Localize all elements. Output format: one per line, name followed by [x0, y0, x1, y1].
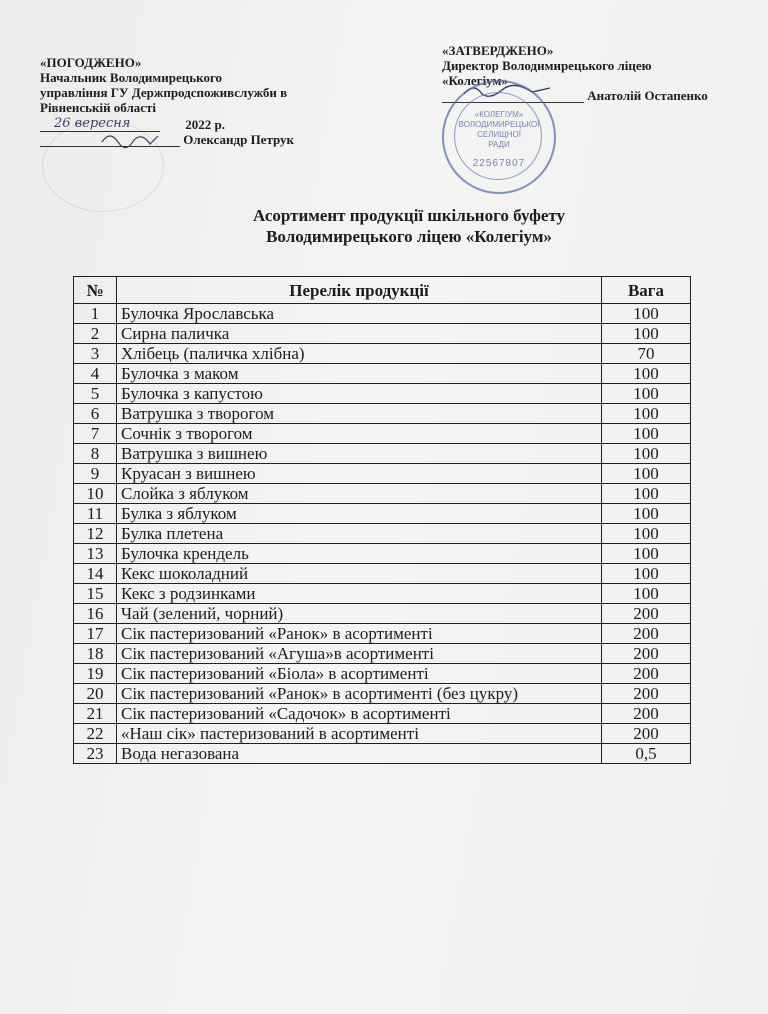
- row-number: 2: [74, 324, 117, 344]
- approval-title: «ЗАТВЕРДЖЕНО»: [442, 43, 554, 58]
- product-name: «Наш сік» пастеризований в асортименті: [117, 724, 602, 744]
- handwritten-date: 26 вересня: [54, 116, 131, 131]
- table-row: [74, 484, 691, 504]
- product-name: Сік пастеризований «Ранок» в асортименті (без цукру): [117, 684, 602, 704]
- table-row: [74, 704, 691, 724]
- product-name: Булка плетена: [117, 524, 602, 544]
- row-number: 1: [74, 304, 117, 324]
- product-weight: 100: [602, 444, 691, 464]
- document-title-line: Володимирецького ліцею «Колегіум»: [266, 227, 552, 246]
- table-header-row: [74, 277, 691, 304]
- product-weight: 100: [602, 404, 691, 424]
- row-number: 19: [74, 664, 117, 684]
- row-number: 14: [74, 564, 117, 584]
- table-row: [74, 724, 691, 744]
- row-number: 18: [74, 644, 117, 664]
- stamp-text-line: «КОЛЕГІУМ»: [474, 110, 524, 119]
- stamp-text-line: ВОЛОДИМИРЕЦЬКОЇ: [458, 120, 540, 129]
- table-row: [74, 404, 691, 424]
- column-header-weight: Вага: [602, 277, 691, 304]
- table-row: [74, 344, 691, 364]
- approval-position-line: управління ГУ Держпродспоживслужби в: [40, 85, 288, 100]
- row-number: 17: [74, 624, 117, 644]
- row-number: 16: [74, 604, 117, 624]
- product-name: Чай (зелений, чорний): [117, 604, 602, 624]
- product-weight: 100: [602, 424, 691, 444]
- row-number: 13: [74, 544, 117, 564]
- approval-signer-name: Олександр Петрук: [183, 132, 295, 147]
- stamp-text-line: РАДИ: [488, 140, 510, 149]
- product-weight: 200: [602, 644, 691, 664]
- table-row: [74, 564, 691, 584]
- row-number: 5: [74, 384, 117, 404]
- product-name: Булочка з маком: [117, 364, 602, 384]
- product-weight: 70: [602, 344, 691, 364]
- product-weight: 200: [602, 684, 691, 704]
- product-weight: 200: [602, 664, 691, 684]
- product-name: Сік пастеризований «Агуша»в асортименті: [117, 644, 602, 664]
- approval-date-line: [40, 115, 360, 132]
- product-weight: 0,5: [602, 744, 691, 764]
- approval-title: «ПОГОДЖЕНО»: [40, 55, 142, 70]
- product-table: [73, 276, 691, 764]
- product-name: Булочка з капустою: [117, 384, 602, 404]
- table-row: [74, 744, 691, 764]
- row-number: 20: [74, 684, 117, 704]
- row-number: 23: [74, 744, 117, 764]
- row-number: 6: [74, 404, 117, 424]
- product-name: Кекс з родзинками: [117, 584, 602, 604]
- row-number: 8: [74, 444, 117, 464]
- approval-block-agreed: [40, 55, 360, 147]
- table-row: [74, 604, 691, 624]
- product-name: Сочнік з творогом: [117, 424, 602, 444]
- product-weight: 200: [602, 604, 691, 624]
- table-row: [74, 304, 691, 324]
- table-row: [74, 644, 691, 664]
- approval-position-line: Рівненській області: [40, 100, 157, 115]
- product-name: Вода негазована: [117, 744, 602, 764]
- product-name: Хлібець (паличка хлібна): [117, 344, 602, 364]
- row-number: 3: [74, 344, 117, 364]
- column-header-number: №: [74, 277, 117, 304]
- approval-position-line: Начальник Володимирецького: [40, 70, 223, 85]
- column-header-product: Перелік продукції: [117, 277, 602, 304]
- document-title: [0, 205, 768, 247]
- product-weight: 200: [602, 624, 691, 644]
- document-title-line: Асортимент продукції шкільного буфету: [252, 206, 566, 225]
- product-name: Кекс шоколадний: [117, 564, 602, 584]
- product-weight: 100: [602, 384, 691, 404]
- table-row: [74, 584, 691, 604]
- product-weight: 100: [602, 484, 691, 504]
- product-weight: 100: [602, 584, 691, 604]
- table-row: [74, 624, 691, 644]
- product-weight: 100: [602, 304, 691, 324]
- product-name: Ватрушка з вишнею: [117, 444, 602, 464]
- stamp-text: [444, 110, 554, 150]
- signature-line: [40, 132, 180, 147]
- table-row: [74, 424, 691, 444]
- table-row: [74, 364, 691, 384]
- product-name: Сік пастеризований «Біола» в асортименті: [117, 664, 602, 684]
- product-weight: 100: [602, 464, 691, 484]
- product-name: Сирна паличка: [117, 324, 602, 344]
- row-number: 9: [74, 464, 117, 484]
- product-weight: 100: [602, 564, 691, 584]
- official-stamp: [442, 80, 556, 194]
- product-weight: 200: [602, 704, 691, 724]
- product-name: Ватрушка з творогом: [117, 404, 602, 424]
- product-weight: 100: [602, 524, 691, 544]
- product-name: Булочка крендель: [117, 544, 602, 564]
- product-name: Слойка з яблуком: [117, 484, 602, 504]
- product-weight: 100: [602, 364, 691, 384]
- row-number: 4: [74, 364, 117, 384]
- product-weight: 100: [602, 324, 691, 344]
- table-row: [74, 544, 691, 564]
- product-name: Сік пастеризований «Садочок» в асортименті: [117, 704, 602, 724]
- product-weight: 200: [602, 724, 691, 744]
- row-number: 22: [74, 724, 117, 744]
- product-name: Круасан з вишнею: [117, 464, 602, 484]
- product-weight: 100: [602, 504, 691, 524]
- row-number: 10: [74, 484, 117, 504]
- approval-position-line: Директор Володимирецького ліцею: [442, 58, 652, 73]
- table-row: [74, 324, 691, 344]
- row-number: 12: [74, 524, 117, 544]
- product-weight: 100: [602, 544, 691, 564]
- row-number: 15: [74, 584, 117, 604]
- approval-signer-line: [40, 132, 360, 147]
- table-row: [74, 684, 691, 704]
- table-row: [74, 464, 691, 484]
- product-name: Булочка Ярославська: [117, 304, 602, 324]
- table-row: [74, 504, 691, 524]
- product-name: Сік пастеризований «Ранок» в асортименті: [117, 624, 602, 644]
- signature-scribble: [100, 128, 160, 150]
- table-row: [74, 384, 691, 404]
- row-number: 21: [74, 704, 117, 724]
- approval-signer-name: Анатолій Остапенко: [587, 88, 708, 103]
- table-row: [74, 524, 691, 544]
- date-year: 2022 р.: [185, 117, 225, 132]
- table-row: [74, 444, 691, 464]
- row-number: 11: [74, 504, 117, 524]
- row-number: 7: [74, 424, 117, 444]
- table-body: [74, 304, 691, 764]
- product-name: Булка з яблуком: [117, 504, 602, 524]
- stamp-text-line: СЕЛИЩНОЇ: [477, 130, 521, 139]
- stamp-code: 22567807: [472, 158, 526, 169]
- approval-position-line: «Колегіум»: [442, 73, 508, 88]
- table-row: [74, 664, 691, 684]
